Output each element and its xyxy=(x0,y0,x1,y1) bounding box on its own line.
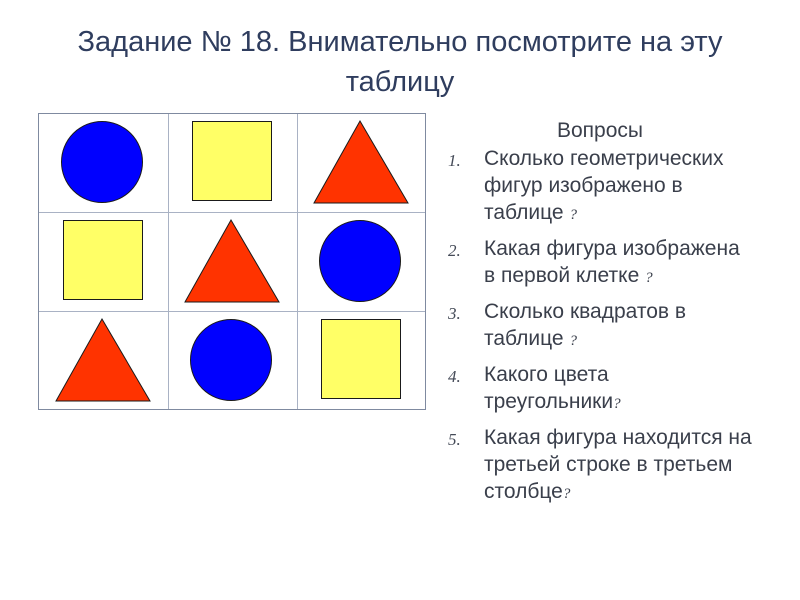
question-text: Сколько геометрических фигур изображено в таблице xyxy=(484,147,724,224)
question-number: 2. xyxy=(448,241,461,260)
table-cell xyxy=(39,114,168,213)
triangle-polygon xyxy=(185,220,279,302)
questions-panel xyxy=(440,118,770,514)
table-cell xyxy=(168,114,297,213)
question-number: 4. xyxy=(448,367,461,386)
triangle-polygon xyxy=(314,121,408,203)
table-cell xyxy=(297,213,426,312)
question-item xyxy=(440,424,756,508)
question-item xyxy=(440,235,754,292)
table-cell xyxy=(297,114,426,213)
circle-shape xyxy=(61,121,143,203)
question-number: 1. xyxy=(448,151,461,170)
question-mark: ? xyxy=(562,486,571,502)
square-shape xyxy=(192,121,272,201)
question-text: Какого цвета треугольники xyxy=(484,363,614,413)
question-mark: ? xyxy=(613,396,621,412)
question-item xyxy=(440,298,754,355)
table-cell xyxy=(39,213,168,312)
question-mark: ? xyxy=(645,270,653,286)
title-line-1: Задание № 18. Внимательно посмотрите на эту xyxy=(77,26,723,58)
table-cell xyxy=(168,312,297,411)
question-mark: ? xyxy=(569,207,577,223)
shapes-table xyxy=(38,113,426,410)
question-item xyxy=(440,145,754,229)
question-number: 5. xyxy=(448,430,461,449)
triangle-shape xyxy=(313,120,409,204)
square-shape xyxy=(63,220,143,300)
square-shape xyxy=(321,319,401,399)
question-mark: ? xyxy=(569,333,577,349)
questions-heading: Вопросы xyxy=(556,119,643,142)
question-text: Какая фигура изображена в первой клетке xyxy=(484,237,740,287)
triangle-shape xyxy=(55,318,151,402)
question-item xyxy=(440,361,714,418)
triangle-polygon xyxy=(56,319,150,401)
table-cell xyxy=(168,213,297,312)
table-cell xyxy=(39,312,168,411)
circle-shape xyxy=(319,220,401,302)
page-title xyxy=(20,22,780,102)
circle-shape xyxy=(190,319,272,401)
title-line-2: таблицу xyxy=(345,66,455,98)
table-cell xyxy=(297,312,426,411)
question-text: Сколько квадратов в таблице xyxy=(484,300,687,350)
question-text: Какая фигура находится на третьей строке в третьем столбце xyxy=(484,426,752,503)
triangle-shape xyxy=(184,219,280,303)
question-number: 3. xyxy=(448,304,461,323)
questions-list xyxy=(440,145,770,508)
